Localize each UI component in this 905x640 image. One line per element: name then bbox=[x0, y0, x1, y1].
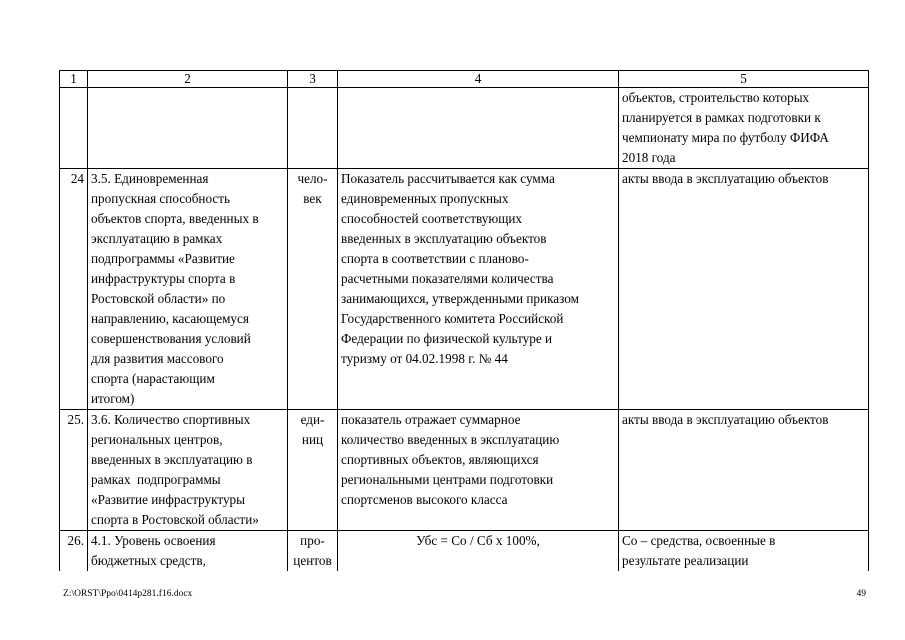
cell-line: спорта в Ростовской области» bbox=[91, 512, 259, 527]
cell-line: спортсменов высокого класса bbox=[341, 492, 508, 507]
cell-line: Федерации по физической культуре и bbox=[341, 331, 553, 346]
column-header: 4 bbox=[338, 71, 619, 88]
source-cell bbox=[619, 88, 869, 169]
cell-line: еди- bbox=[300, 412, 325, 427]
row-number-cell bbox=[60, 88, 88, 169]
unit-cell bbox=[288, 169, 338, 410]
cell-line: Со – средства, освоенные в bbox=[622, 533, 776, 548]
table-row-25 bbox=[60, 410, 869, 531]
cell-line: направлению, касающемуся bbox=[91, 311, 249, 326]
cell-line: введенных в эксплуатацию объектов bbox=[341, 231, 547, 246]
cell-line: 2018 года bbox=[622, 150, 676, 165]
cell-line: планируется в рамках подготовки к bbox=[622, 110, 821, 125]
cell-line: 4.1. Уровень освоения bbox=[91, 533, 216, 548]
unit-cell bbox=[288, 410, 338, 531]
cell-line: век bbox=[303, 191, 322, 206]
cell-line: 3.5. Единовременная bbox=[91, 171, 209, 186]
indicator-name-cell bbox=[88, 410, 288, 531]
cell-line: эксплуатацию в рамках bbox=[91, 231, 223, 246]
method-cell bbox=[338, 410, 619, 531]
column-header: 2 bbox=[88, 71, 288, 88]
cell-line: подпрограммы «Развитие bbox=[91, 251, 235, 266]
column-header: 3 bbox=[288, 71, 338, 88]
cell-line: ниц bbox=[301, 432, 324, 447]
source-cell bbox=[619, 531, 869, 572]
cell-line: Показатель рассчитывается как сумма bbox=[341, 171, 555, 186]
indicator-name-cell bbox=[88, 88, 288, 169]
cell-line: «Развитие инфраструктуры bbox=[91, 492, 246, 507]
table-header-row bbox=[60, 71, 869, 88]
cell-line: Государственного комитета Российской bbox=[341, 311, 564, 326]
cell-line: туризму от 04.02.1998 г. № 44 bbox=[341, 351, 508, 366]
cell-line: совершенствования условий bbox=[91, 331, 251, 346]
cell-line: для развития массового bbox=[91, 351, 224, 366]
row-number-cell: 25. bbox=[60, 410, 88, 531]
cell-line: способностей соответствующих bbox=[341, 211, 522, 226]
page-number: 49 bbox=[856, 589, 866, 599]
cell-line: рамках подпрограммы bbox=[91, 472, 221, 487]
cell-line: 3.6. Количество спортивных bbox=[91, 412, 251, 427]
cell-line: чело- bbox=[297, 171, 328, 186]
cell-line: про- bbox=[300, 533, 325, 548]
method-cell bbox=[338, 88, 619, 169]
method-cell bbox=[338, 531, 619, 572]
source-cell bbox=[619, 410, 869, 531]
cell-line: показатель отражает суммарное bbox=[341, 412, 521, 427]
cell-line: центов bbox=[293, 553, 332, 568]
cell-line: объектов, строительство которых bbox=[622, 90, 810, 105]
column-header: 1 bbox=[60, 71, 88, 88]
table-row-26 bbox=[60, 531, 869, 572]
row-number-cell: 26. bbox=[60, 531, 88, 572]
unit-cell bbox=[288, 88, 338, 169]
source-cell bbox=[619, 169, 869, 410]
table-row-24 bbox=[60, 169, 869, 410]
cell-line: инфраструктуры спорта в bbox=[91, 271, 236, 286]
cell-line: итогом) bbox=[91, 391, 135, 406]
cell-line: Ростовской области» по bbox=[91, 291, 226, 306]
column-header: 5 bbox=[619, 71, 869, 88]
cell-line: акты ввода в эксплуатацию объектов bbox=[622, 412, 829, 427]
method-cell bbox=[338, 169, 619, 410]
cell-line: акты ввода в эксплуатацию объектов bbox=[622, 171, 829, 186]
cell-line: спорта в соответствии с планово- bbox=[341, 251, 529, 266]
indicator-name-cell bbox=[88, 531, 288, 572]
cell-line: пропускная способность bbox=[91, 191, 231, 206]
cell-line: объектов спорта, введенных в bbox=[91, 211, 259, 226]
row-number-cell: 24 bbox=[60, 169, 88, 410]
unit-cell bbox=[288, 531, 338, 572]
cell-line: введенных в эксплуатацию в bbox=[91, 452, 253, 467]
cell-line: бюджетных средств, bbox=[91, 553, 206, 568]
indicator-table bbox=[59, 70, 869, 571]
cell-line: количество введенных в эксплуатацию bbox=[341, 432, 560, 447]
cell-line: региональными центрами подготовки bbox=[341, 472, 554, 487]
cell-line: спорта (нарастающим bbox=[91, 371, 215, 386]
footer-file-path: Z:\ORST\Ppo\0414p281.f16.docx bbox=[63, 589, 193, 599]
cell-line: региональных центров, bbox=[91, 432, 223, 447]
cell-line: чемпионату мира по футболу ФИФА bbox=[622, 130, 829, 145]
table-row-continuation bbox=[60, 88, 869, 169]
cell-line: единовременных пропускных bbox=[341, 191, 509, 206]
cell-line: спортивных объектов, являющихся bbox=[341, 452, 539, 467]
formula: Убс = Со / Сб х 100%, bbox=[416, 533, 540, 548]
cell-line: результате реализации bbox=[622, 553, 749, 568]
indicator-name-cell bbox=[88, 169, 288, 410]
cell-line: занимающихся, утвержденными приказом bbox=[341, 291, 579, 306]
cell-line: расчетными показателями количества bbox=[341, 271, 554, 286]
